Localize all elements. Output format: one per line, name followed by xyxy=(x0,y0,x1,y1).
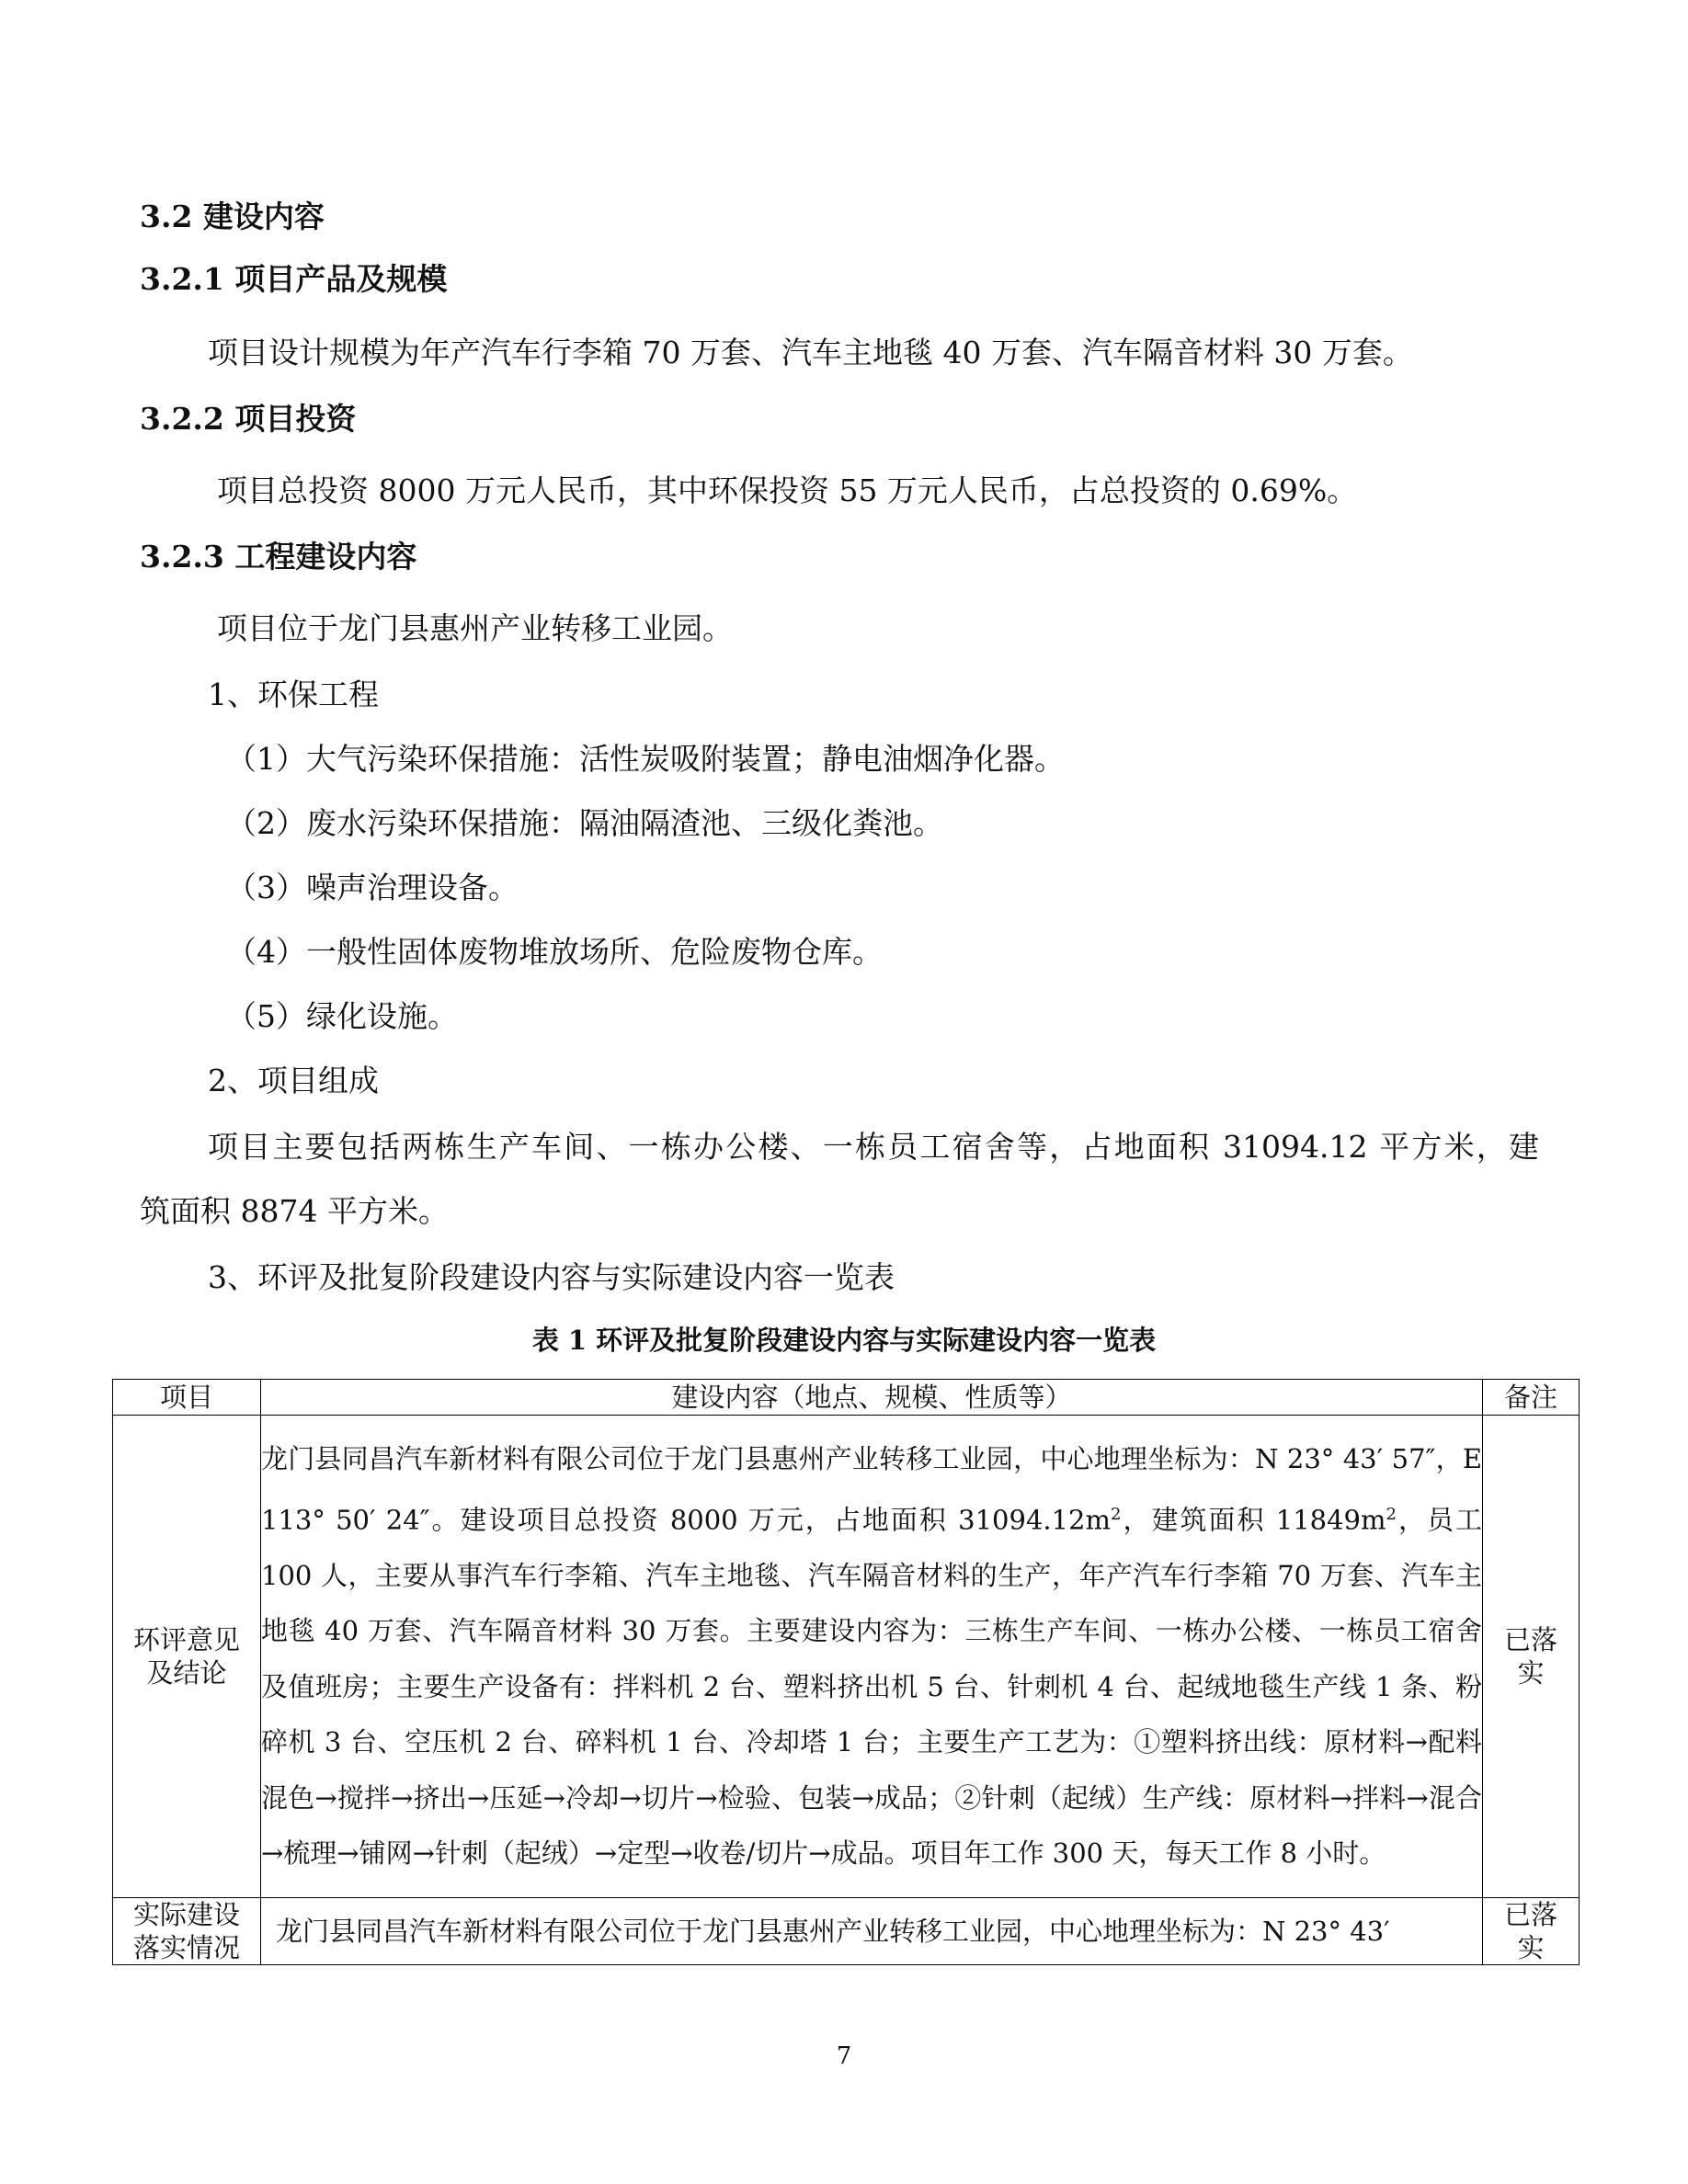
row-content-actual: 龙门县同昌汽车新材料有限公司位于龙门县惠州产业转移工业园，中心地理坐标为：N 23° 43′ xyxy=(261,1898,1483,1965)
row-remark-actual: 已落 实 xyxy=(1483,1898,1580,1965)
list-item-env-5: （5）绿化设施。 xyxy=(226,998,458,1034)
section-heading-3-2-1: 3.2.1 项目产品及规模 xyxy=(140,261,448,297)
list-heading-table: 3、环评及批复阶段建设内容与实际建设内容一览表 xyxy=(208,1259,895,1295)
section-heading-3-2: 3.2 建设内容 xyxy=(140,199,325,234)
list-item-env-4: （4）一般性固体废物堆放场所、危险废物仓库。 xyxy=(226,934,883,970)
paragraph-composition-line2: 筑面积 8874 平方米。 xyxy=(140,1193,449,1229)
header-remark: 备注 xyxy=(1483,1380,1580,1416)
table-row xyxy=(113,1416,1580,1898)
paragraph-investment: 项目总投资 8000 万元人民币，其中环保投资 55 万元人民币，占总投资的 0.69%。 xyxy=(217,472,1358,508)
construction-table xyxy=(112,1379,1580,1965)
section-heading-3-2-2: 3.2.2 项目投资 xyxy=(140,401,357,437)
paragraph-location: 项目位于龙门县惠州产业转移工业园。 xyxy=(217,610,733,646)
row-content-eia: 龙门县同昌汽车新材料有限公司位于龙门县惠州产业转移工业园，中心地理坐标为：N 23° 43′ 57″，E 113° 50′ 24″。建设项目总投资 8000 万元，占地面积 $31094.12m^2$，建筑面积 $11849m^2$，员工 100 人，主要从事汽车行李箱、汽车主地毯、汽车隔音材料的生产，年产汽车行李箱 70 万套、汽车主地毯 40 万套、汽车隔音材料 30 万套。主要建设内容为：三栋生产车间、一栋办公楼、一栋员工宿舍及值班房；主要生产设备有：拌料机 2 台、塑料挤出机 5 台、针刺机 4 台、起绒地毯生产线 1 条、粉碎机 3 台、空压机 2 台、碎料机 1 台、冷却塔 1 台；主要生产工艺为：①塑料挤出线：原材料→配料混色→搅拌→挤出→压延→冷却→切片→检验、包装→成品；②针刺（起绒）生产线：原材料→拌料→混合→梳理→铺网→针刺（起绒）→定型→收卷/切片→成品。项目年工作 300 天，每天工作 8 小时。 xyxy=(261,1416,1483,1898)
table-row xyxy=(113,1898,1580,1965)
list-item-env-1: （1）大气污染环保措施：活性炭吸附装置；静电油烟净化器。 xyxy=(226,741,1065,777)
section-heading-3-2-3: 3.2.3 工程建设内容 xyxy=(140,539,417,574)
row-remark-eia: 已落 实 xyxy=(1483,1416,1580,1898)
table-header-row xyxy=(113,1380,1580,1416)
table-caption: 表 1 环评及批复阶段建设内容与实际建设内容一览表 xyxy=(531,1325,1157,1356)
list-item-env-3: （3）噪声治理设备。 xyxy=(226,870,519,905)
page-number: 7 xyxy=(836,2042,852,2070)
list-item-env-2: （2）废水污染环保措施：隔油隔渣池、三级化粪池。 xyxy=(226,805,943,841)
paragraph-composition-line1: 项目主要包括两栋生产车间、一栋办公楼、一栋员工宿舍等，占地面积 31094.12 平方米，建 xyxy=(208,1129,1539,1165)
list-heading-env: 1、环保工程 xyxy=(208,677,379,712)
list-heading-composition: 2、项目组成 xyxy=(208,1063,379,1098)
row-label-actual: 实际建设 落实情况 xyxy=(113,1898,261,1965)
paragraph-product-scale: 项目设计规模为年产汽车行李箱 70 万套、汽车主地毯 40 万套、汽车隔音材料 30 万套。 xyxy=(208,335,1413,370)
header-content: 建设内容（地点、规模、性质等） xyxy=(261,1380,1483,1416)
header-item: 项目 xyxy=(113,1380,261,1416)
row-label-eia: 环评意见 及结论 xyxy=(113,1416,261,1898)
